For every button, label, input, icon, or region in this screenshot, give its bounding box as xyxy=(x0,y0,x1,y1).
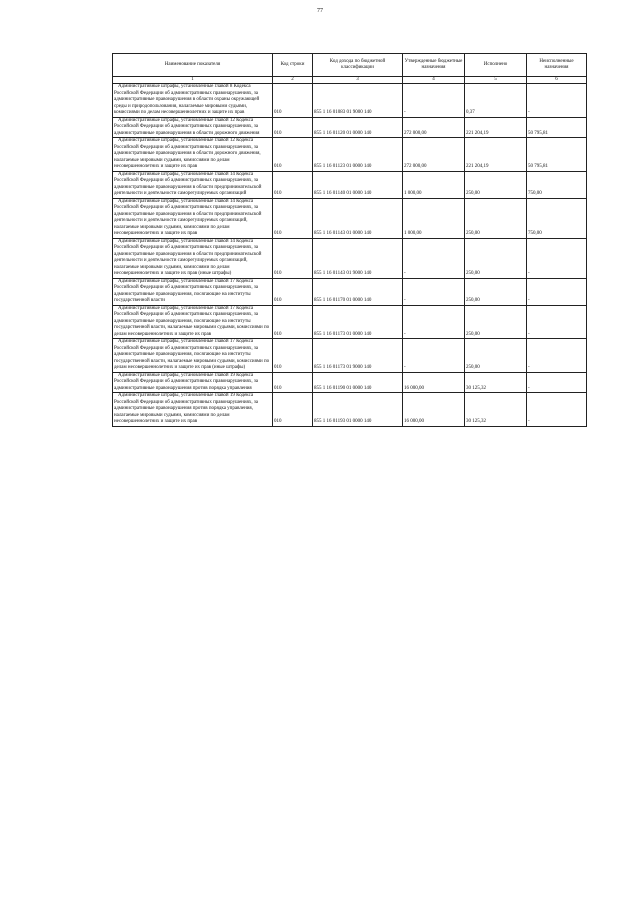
row-name: Административные штрафы, установленные главой 17 Кодекса Российской Федерации об административных правонарушениях, за административные правонарушения, посягающие на институты государственной власти, налагаемые мировыми судьями, комиссиями по делам несовершеннолетних и защите их прав (иные штрафы) xyxy=(113,339,273,373)
column-number: 2 xyxy=(273,77,313,84)
row-unexecuted: - xyxy=(527,238,587,278)
table-row xyxy=(113,138,587,172)
table-row xyxy=(113,372,587,393)
row-approved: - xyxy=(403,84,465,118)
column-number: 3 xyxy=(313,77,403,84)
row-unexecuted: 750,00 xyxy=(527,171,587,198)
row-executed: 30 125,32 xyxy=(465,393,527,427)
row-approved: 272 000,00 xyxy=(403,138,465,172)
header-unexecuted: Неисполненные назначения xyxy=(527,54,587,77)
row-approved: 1 000,00 xyxy=(403,198,465,238)
row-name: Административные штрафы, установленные главой 17 Кодекса Российской Федерации об административных правонарушениях, за административные правонарушения, посягающие на институты государственной власти xyxy=(113,278,273,305)
row-executed: 221 204,19 xyxy=(465,117,527,138)
row-name: Административные штрафы, установленные главой 14 Кодекса Российской Федерации об административных правонарушениях, за административные правонарушения в области предпринимательской деятельности и деятельности саморегулируемых организаций xyxy=(113,171,273,198)
row-name: Административные штрафы, установленные главой 12 Кодекса Российской Федерации об административных правонарушениях, за административные правонарушения в области дорожного движения, налагаемые мировыми судьями, комиссиями по делам несовершеннолетних и защите их прав xyxy=(113,138,273,172)
column-number: 6 xyxy=(527,77,587,84)
table-row xyxy=(113,278,587,305)
row-name: Административные штрафы, установленные главой 8 Кодекса Российской Федерации об административных правонарушениях, за административные правонарушения в области охраны окружающей среды и природопользования, налагаемые мировыми судьями, комиссиями по делам несовершеннолетних и защите их прав xyxy=(113,84,273,118)
table-row xyxy=(113,339,587,373)
row-kbk: 855 1 16 01190 01 0000 140 xyxy=(313,372,403,393)
column-number-row xyxy=(113,77,587,84)
row-approved: - xyxy=(403,339,465,373)
row-code: 010 xyxy=(273,84,313,118)
table-row xyxy=(113,117,587,138)
row-unexecuted: 50 795,81 xyxy=(527,117,587,138)
row-executed: 221 204,19 xyxy=(465,138,527,172)
row-unexecuted: - xyxy=(527,84,587,118)
row-approved: 1 000,00 xyxy=(403,171,465,198)
row-approved: - xyxy=(403,278,465,305)
row-name: Административные штрафы, установленные главой 19 Кодекса Российской Федерации об административных правонарушениях, за административные правонарушения против порядка управления xyxy=(113,372,273,393)
budget-income-table xyxy=(112,53,587,427)
header-line-code: Код строки xyxy=(273,54,313,77)
row-executed: 0,37 xyxy=(465,84,527,118)
row-kbk: 855 1 16 01120 01 0000 140 xyxy=(313,117,403,138)
row-kbk: 855 1 16 01143 01 9000 140 xyxy=(313,238,403,278)
row-name: Административные штрафы, установленные главой 14 Кодекса Российской Федерации об административных правонарушениях, за административные правонарушения в области предпринимательской деятельности и деятельности саморегулируемых организаций, налагаемые мировыми судьями, комиссиями по делам несовершеннолетних и защите их прав (иные штрафы) xyxy=(113,238,273,278)
row-unexecuted: - xyxy=(527,305,587,339)
row-kbk: 855 1 16 01083 01 9000 140 xyxy=(313,84,403,118)
row-name: Административные штрафы, установленные главой 14 Кодекса Российской Федерации об административных правонарушениях, за административные правонарушения в области предпринимательской деятельности и деятельности саморегулируемых организаций, налагаемые мировыми судьями, комиссиями по делам несовершеннолетних и защите их прав xyxy=(113,198,273,238)
row-executed: 250,00 xyxy=(465,198,527,238)
column-number: 1 xyxy=(113,77,273,84)
row-code: 010 xyxy=(273,372,313,393)
row-unexecuted: 750,00 xyxy=(527,198,587,238)
header-name: Наименование показателя xyxy=(113,54,273,77)
row-name: Административные штрафы, установленные главой 12 Кодекса Российской Федерации об административных правонарушениях, за административные правонарушения в области дорожного движения xyxy=(113,117,273,138)
row-executed: 250,00 xyxy=(465,171,527,198)
table-row xyxy=(113,393,587,427)
table-row xyxy=(113,305,587,339)
column-number: 5 xyxy=(465,77,527,84)
row-code: 010 xyxy=(273,171,313,198)
row-executed: 250,00 xyxy=(465,238,527,278)
table-row xyxy=(113,171,587,198)
row-unexecuted: - xyxy=(527,372,587,393)
row-unexecuted: - xyxy=(527,393,587,427)
row-approved: 272 000,00 xyxy=(403,117,465,138)
row-unexecuted: - xyxy=(527,339,587,373)
row-code: 010 xyxy=(273,278,313,305)
header-row xyxy=(113,54,587,77)
row-unexecuted: - xyxy=(527,278,587,305)
row-name: Административные штрафы, установленные главой 17 Кодекса Российской Федерации об административных правонарушениях, за административные правонарушения, посягающие на институты государственной власти, налагаемые мировыми судьями, комиссиями по делам несовершеннолетних и защите их прав xyxy=(113,305,273,339)
row-executed: 250,00 xyxy=(465,339,527,373)
row-executed: 250,00 xyxy=(465,278,527,305)
row-code: 010 xyxy=(273,238,313,278)
row-executed: 30 125,32 xyxy=(465,372,527,393)
row-kbk: 855 1 16 01173 01 9000 140 xyxy=(313,339,403,373)
row-code: 010 xyxy=(273,117,313,138)
row-code: 010 xyxy=(273,339,313,373)
row-executed: 250,00 xyxy=(465,305,527,339)
row-kbk: 855 1 16 01170 01 0000 140 xyxy=(313,278,403,305)
row-kbk: 855 1 16 01123 01 0000 140 xyxy=(313,138,403,172)
table-row xyxy=(113,84,587,118)
row-approved: 16 000,00 xyxy=(403,372,465,393)
row-name: Административные штрафы, установленные главой 19 Кодекса Российской Федерации об административных правонарушениях, за административные правонарушения против порядка управления, налагаемые мировыми судьями, комиссиями по делам несовершеннолетних и защите их прав xyxy=(113,393,273,427)
row-code: 010 xyxy=(273,138,313,172)
row-approved: 16 000,00 xyxy=(403,393,465,427)
table-row xyxy=(113,198,587,238)
row-code: 010 xyxy=(273,305,313,339)
row-unexecuted: 50 795,81 xyxy=(527,138,587,172)
row-approved: - xyxy=(403,238,465,278)
header-income-code: Код дохода по бюджетной классификации xyxy=(313,54,403,77)
row-code: 010 xyxy=(273,393,313,427)
row-kbk: 855 1 16 01193 01 0000 140 xyxy=(313,393,403,427)
row-approved: - xyxy=(403,305,465,339)
table-row xyxy=(113,238,587,278)
row-kbk: 855 1 16 01140 01 0000 140 xyxy=(313,171,403,198)
row-kbk: 855 1 16 01143 01 0000 140 xyxy=(313,198,403,238)
page-number: 77 xyxy=(317,8,323,14)
column-number: 4 xyxy=(403,77,465,84)
row-code: 010 xyxy=(273,198,313,238)
row-kbk: 855 1 16 01173 01 0000 140 xyxy=(313,305,403,339)
header-executed: Исполнено xyxy=(465,54,527,77)
header-approved: Утвержденные бюджетные назначения xyxy=(403,54,465,77)
